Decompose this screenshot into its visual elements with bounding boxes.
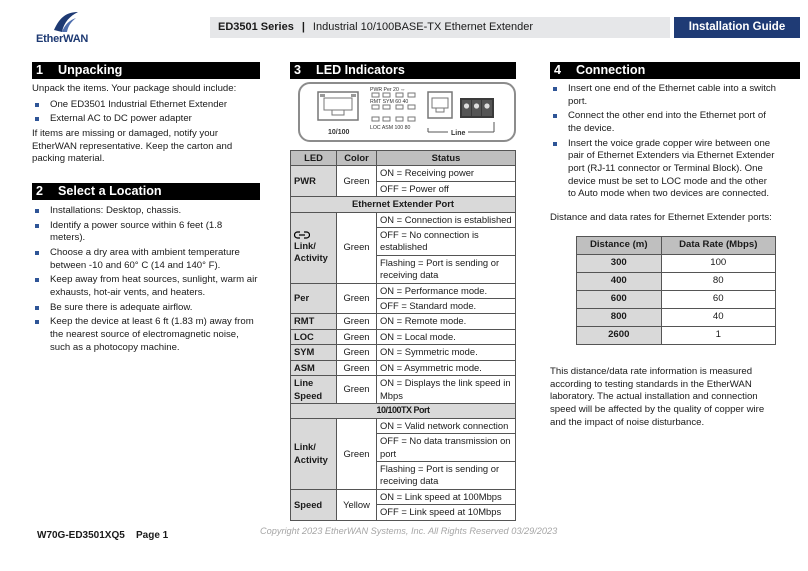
distance-cell: 800 — [577, 309, 662, 327]
led-name: RMT — [291, 314, 337, 329]
etherwan-logo — [34, 10, 100, 44]
series-name: ED3501 Series — [218, 21, 294, 34]
rate-cell: 40 — [661, 309, 776, 327]
subheader-label: 10/100TX Port — [291, 403, 516, 418]
led-name: SYM — [291, 345, 337, 360]
table-row — [577, 273, 776, 291]
led-color: Green — [337, 418, 377, 489]
table-header-row — [291, 151, 516, 166]
unpacking-intro: Unpack the items. Your package should include: — [32, 83, 237, 94]
led-labels-mid: RMT SYM 60 40 — [370, 99, 409, 105]
col-header: LED — [291, 151, 337, 166]
section-number: 1 — [36, 63, 44, 78]
table-row — [577, 327, 776, 345]
led-name: ASM — [291, 360, 337, 375]
product-name: Industrial 10/100BASE-TX Ethernet Extender — [312, 21, 534, 34]
table-row — [291, 314, 516, 329]
logo-text: EtherWAN — [36, 33, 89, 45]
distance-cell: 300 — [577, 255, 662, 273]
table-subheader — [291, 197, 516, 212]
location-list — [32, 205, 260, 354]
led-name: Speed — [291, 489, 337, 520]
table-header-row — [577, 237, 776, 255]
port-label: 10/100 — [328, 129, 350, 136]
col-header: Status — [377, 151, 516, 166]
unpacking-note: If items are missing or damaged, notify your EtherWAN representative. Keep the carton and packing material. — [32, 127, 233, 165]
led-labels-top: PWR Per 20 ⇔ — [370, 87, 406, 93]
led-name: PWR — [291, 166, 337, 197]
list-item: External AC to DC power adapter — [32, 113, 260, 126]
table-row — [291, 283, 516, 298]
section-title: LED Indicators — [316, 63, 405, 78]
doc-code: W70G-ED3501XQ5 — [37, 530, 125, 541]
page-number: Page 1 — [136, 530, 169, 541]
led-status: ON = Performance mode. — [377, 283, 516, 298]
list-item: Installations: Desktop, chassis. — [32, 205, 260, 218]
led-status: ON = Local mode. — [377, 329, 516, 344]
led-status: OFF = Power off — [377, 181, 516, 196]
section-location-header — [32, 183, 260, 200]
rj45-port-icon — [318, 92, 358, 120]
list-item: Be sure there is adequate airflow. — [32, 302, 260, 315]
led-status: ON = Connection is established — [377, 212, 516, 227]
led-status: ON = Displays the link speed in Mbps — [377, 376, 516, 404]
led-name: LOC — [291, 329, 337, 344]
distance-cell: 400 — [577, 273, 662, 291]
table-row — [291, 376, 516, 404]
led-name: Line Speed — [291, 376, 337, 404]
logo-swoosh-icon — [52, 10, 80, 34]
section-leds-header — [290, 62, 516, 79]
link-icon — [294, 231, 310, 239]
col-header: Distance (m) — [577, 237, 662, 255]
list-item: Connect the other end into the Ethernet port of the device. — [550, 110, 776, 135]
copyright: Copyright 2023 EtherWAN Systems, Inc. All Rights Reserved 03/29/2023 — [260, 526, 558, 536]
rates-intro: Distance and data rates for Ethernet Extender ports: — [550, 212, 772, 223]
led-color: Green — [337, 314, 377, 329]
section-unpacking-header — [32, 62, 260, 79]
table-row — [577, 309, 776, 327]
rate-table — [576, 236, 776, 345]
rates-note: This distance/data rate information is measured according to testing standards in the EtherWAN laboratory. The actual installation and connection speed will be affected by the quality of copper wire and the impact of noise disturbance. — [550, 366, 765, 428]
led-grid-icon — [372, 93, 415, 121]
led-status: ON = Symmetric mode. — [377, 345, 516, 360]
front-panel-diagram — [298, 82, 516, 142]
rate-cell: 80 — [661, 273, 776, 291]
led-color: Green — [337, 283, 377, 314]
distance-cell: 2600 — [577, 327, 662, 345]
rate-cell: 60 — [661, 291, 776, 309]
led-table — [290, 150, 516, 521]
table-row — [291, 418, 516, 433]
list-item: Choose a dry area with ambient temperature between -10 and 60° C (14 and 140° F). — [32, 247, 260, 272]
table-row — [291, 212, 516, 227]
table-row — [577, 291, 776, 309]
section-title: Select a Location — [58, 184, 162, 199]
section-title: Unpacking — [58, 63, 123, 78]
table-subheader — [291, 403, 516, 418]
led-color: Yellow — [337, 489, 377, 520]
led-name — [291, 212, 337, 283]
list-item: Insert the voice grade copper wire between one pair of Ethernet Extenders via Ethernet Extender port (RJ-11 connector or Terminal Block). One device must be set to LOC mode and the other to Auto mode when two devices are connected. — [550, 138, 776, 201]
guide-tab: Installation Guide — [674, 17, 800, 38]
led-status: OFF = No connection is established — [377, 228, 516, 256]
led-color: Green — [337, 376, 377, 404]
section-title: Connection — [576, 63, 646, 78]
table-row — [291, 345, 516, 360]
led-color: Green — [337, 212, 377, 283]
header-bar — [210, 17, 670, 38]
list-item: One ED3501 Industrial Ethernet Extender — [32, 99, 260, 112]
list-item: Keep the device at least 6 ft (1.83 m) away from the nearest source of electromagnetic noise, such as a photocopy machine. — [32, 316, 260, 354]
led-status: ON = Remote mode. — [377, 314, 516, 329]
location-body — [32, 205, 260, 356]
rate-cell: 1 — [661, 327, 776, 345]
led-labels-bottom: LOC ASM 100 80 — [370, 125, 411, 131]
led-status: OFF = Standard mode. — [377, 299, 516, 314]
section-number: 2 — [36, 184, 44, 199]
led-color: Green — [337, 329, 377, 344]
led-status: ON = Link speed at 100Mbps — [377, 489, 516, 504]
led-status: Flashing = Port is sending or receiving data — [377, 462, 516, 490]
led-status: ON = Receiving power — [377, 166, 516, 181]
led-status: Flashing = Port is sending or receiving data — [377, 255, 516, 283]
unpacking-body — [32, 83, 260, 166]
section-number: 4 — [554, 63, 562, 78]
list-item: Keep away from heat sources, sunlight, warm air exhausts, hot-air vents, and heaters. — [32, 274, 260, 299]
connection-body — [550, 83, 776, 203]
list-item: Identify a power source within 6 feet (1.8 meters). — [32, 220, 260, 245]
led-color: Green — [337, 345, 377, 360]
subheader-label: Ethernet Extender Port — [291, 197, 516, 212]
table-row — [291, 489, 516, 504]
led-status: ON = Valid network connection — [377, 418, 516, 433]
led-color: Green — [337, 360, 377, 375]
unpacking-list — [32, 99, 260, 126]
list-item: Insert one end of the Ethernet cable into a switch port. — [550, 83, 776, 108]
table-row — [291, 166, 516, 181]
led-name: Per — [291, 283, 337, 314]
led-name-text: Link/ Activity — [294, 239, 328, 264]
line-label: Line — [451, 130, 466, 137]
led-color: Green — [337, 166, 377, 197]
led-name: Link/ Activity — [291, 418, 337, 489]
led-status: OFF = No data transmission on port — [377, 434, 516, 462]
table-row — [291, 360, 516, 375]
table-row — [291, 329, 516, 344]
col-header: Color — [337, 151, 377, 166]
header-separator: | — [301, 21, 305, 34]
led-status: ON = Asymmetric mode. — [377, 360, 516, 375]
terminal-block-icon — [460, 98, 494, 118]
connection-list — [550, 83, 776, 201]
section-connection-header — [550, 62, 800, 79]
section-number: 3 — [294, 63, 302, 78]
rj11-port-icon — [428, 92, 452, 118]
distance-cell: 600 — [577, 291, 662, 309]
col-header: Data Rate (Mbps) — [661, 237, 776, 255]
led-status: OFF = Link speed at 10Mbps — [377, 505, 516, 520]
table-row — [577, 255, 776, 273]
rate-cell: 100 — [661, 255, 776, 273]
